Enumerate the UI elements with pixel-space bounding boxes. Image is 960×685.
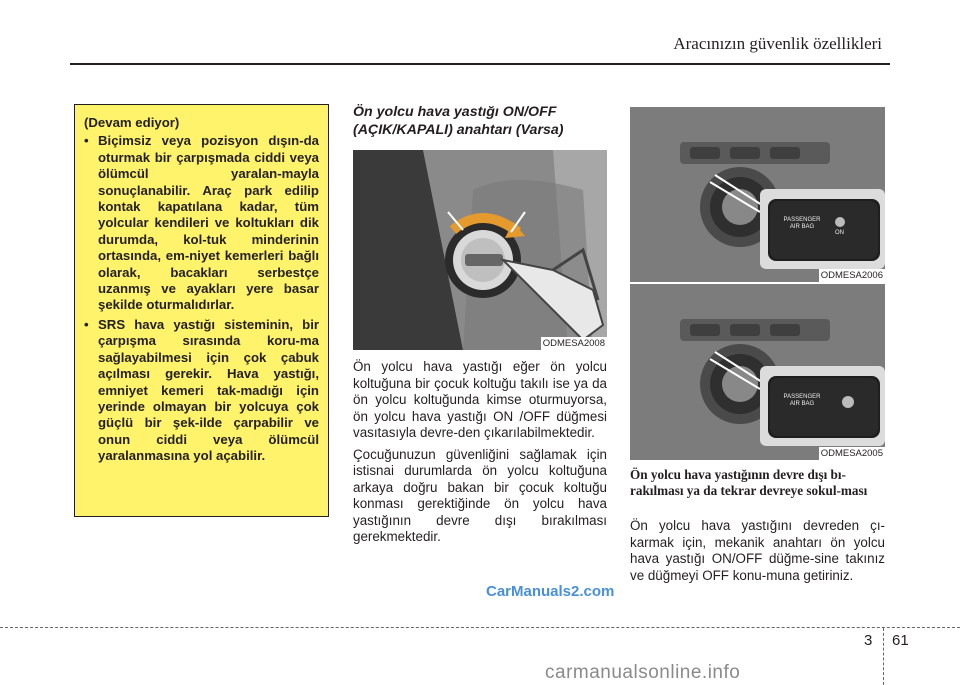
footer-vertical-divider	[883, 628, 884, 685]
body-paragraph: Çocuğunuzun güvenliğini sağlamak için istisnai durumlarda ön yolcu koltuğuna arkaya doğru bakan bir çocuk koltuğu konması gerektiğinde ön yolcu hava yastığının devre dışı bırakılması gerekmektedir.	[353, 446, 607, 544]
subsection-heading: Ön yolcu hava yastığının devre dışı bı-rakılması ya da tekrar devreye sokul-ması	[630, 467, 868, 498]
warning-item-text: Biçimsiz veya pozisyon dışın-da oturmak bir çarpışmada ciddi veya ölümcül yaralan-mayla sonuçlanabilir. Araç park edilip kontak kapatılana kadar, tüm yolcular kendileri ve koltukları dik durumda, kol-tuk minderinin ortasında, em-niyet kemerleri bağlı olarak, bacakları serbestçe uzanmış ve ayakları yere basar şekilde oturmalıdırlar.	[98, 133, 319, 313]
door-switch-figure	[353, 150, 607, 350]
page-header-title: Aracınızın güvenlik özellikleri	[673, 34, 882, 53]
figure-code: ODMESA2006	[820, 270, 883, 281]
dashboard-switch-on-illustration	[630, 107, 885, 282]
switch-label-line2: AIR BAG	[789, 401, 815, 407]
warning-box	[74, 104, 329, 517]
body-paragraph: Ön yolcu hava yastığı eğer ön yolcu koltuğuna bir çocuk koltuğu takılı ise ya da ön yolcu koltuğunda kimse oturmuyorsa, ön yolcu hava yastığı ON /OFF düğmesi vasıtasıyla devre-den çıkarılabilmektedir.	[353, 359, 607, 440]
switch-on-label: ON	[835, 230, 844, 236]
warning-item	[84, 133, 319, 313]
footer-divider	[0, 627, 960, 628]
switch-on-figure	[630, 107, 885, 282]
switch-label	[774, 394, 830, 408]
warning-item-text: SRS hava yastığı sisteminin, bir çarpışma sırasında koru-ma sağlayabilmesi için çok çabuk açılması gerekir. Hava yastığı, emniyet kemeri tak-madığı için yerinde olmayan bir yolcuya çok güçlü bir şek-ilde çarpabilir ve onun ciddi veya ölümcül yaralanmasına yol açabilir.	[98, 316, 319, 464]
body-paragraph: Ön yolcu hava yastığını devreden çı-karmak için, mekanik anahtarı ön yolcu hava yastığı ON/OFF düğme-sine takınız ve düğmeyi OFF konu-muna getiriniz.	[630, 518, 885, 583]
watermark-link[interactable]: CarManuals2.com	[486, 583, 615, 600]
footer-watermark: carmanualsonline.info	[545, 662, 741, 683]
warning-box-heading: (Devam ediyor)	[84, 115, 180, 130]
switch-label-line2: AIR BAG	[789, 224, 815, 230]
warning-list	[84, 133, 319, 464]
bullet-icon: •	[84, 316, 89, 332]
switch-label	[774, 217, 830, 231]
warning-item	[84, 317, 319, 465]
page-number: 61	[892, 632, 909, 649]
section-title: Ön yolcu hava yastığı ON/OFF (AÇIK/KAPALI) anahtarı (Varsa)	[353, 104, 564, 138]
switch-label-line1: PASSENGER	[783, 217, 821, 223]
header-divider	[70, 63, 890, 65]
figure-code: ODMESA2008	[542, 338, 605, 349]
right-column-body	[630, 518, 885, 589]
section-body	[353, 359, 607, 551]
figure-code: ODMESA2005	[820, 448, 883, 459]
switch-label-line1: PASSENGER	[783, 394, 821, 400]
chapter-number: 3	[864, 632, 873, 649]
switch-off-figure	[630, 284, 885, 460]
door-switch-illustration	[353, 150, 607, 350]
dashboard-switch-off-illustration	[630, 284, 885, 460]
bullet-icon: •	[84, 133, 89, 149]
